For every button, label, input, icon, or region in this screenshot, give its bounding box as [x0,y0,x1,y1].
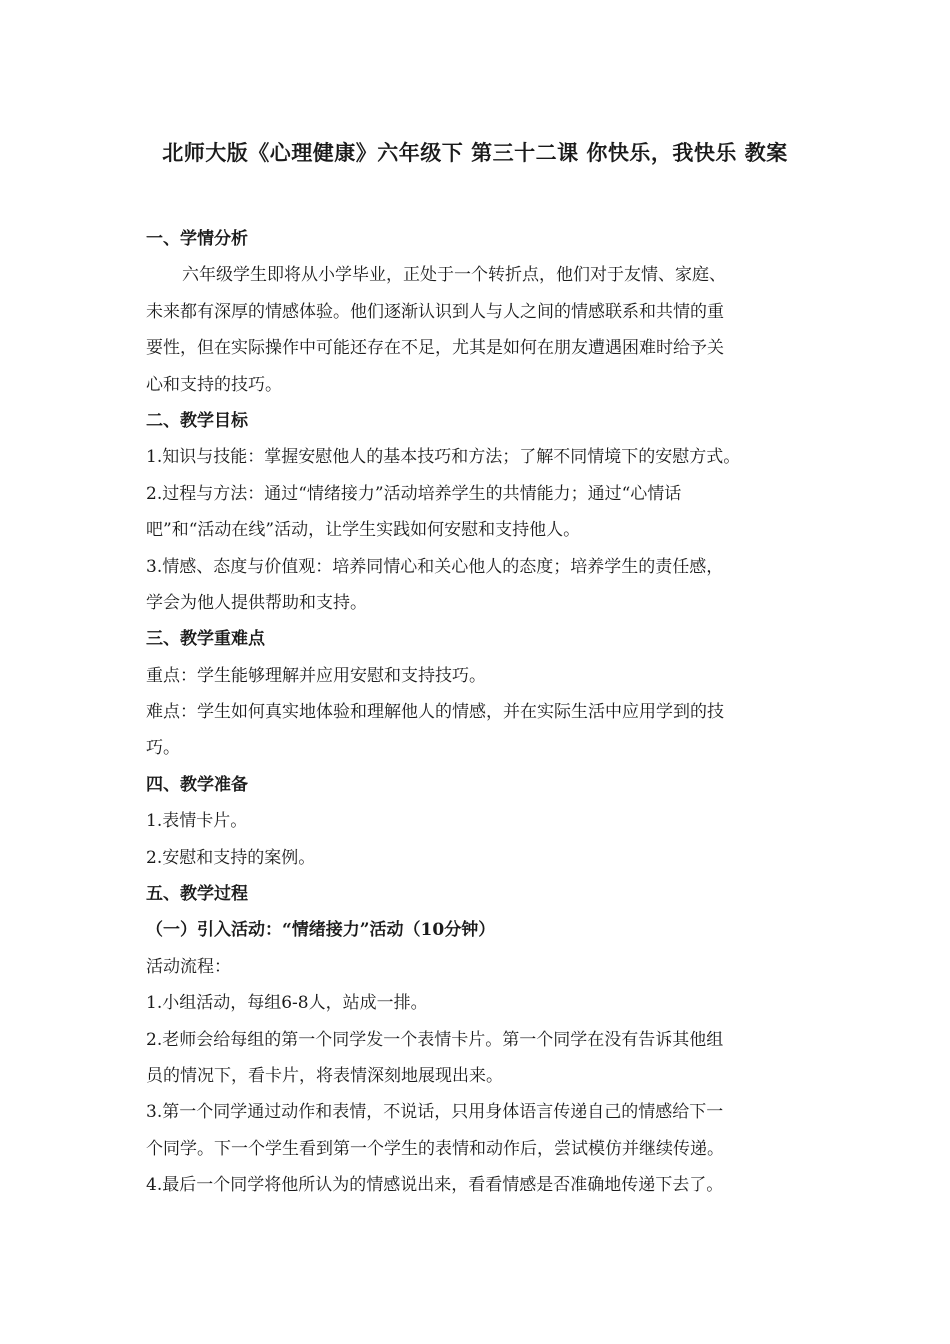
paragraph-line: 难点：学生如何真实地体验和理解他人的情感，并在实际生活中应用学到的技 [146,702,724,723]
section-heading-key-points: 三、教学重难点 [146,629,265,650]
paragraph-line: 未来都有深厚的情感体验。他们逐渐认识到人与人之间的情感联系和共情的重 [146,301,724,322]
paragraph-line: 心和支持的技巧。 [146,374,282,395]
paragraph-line: 活动流程： [146,956,231,977]
paragraph-line: 重点：学生能够理解并应用安慰和支持技巧。 [146,665,486,686]
paragraph-line: 要性，但在实际操作中可能还存在不足，尤其是如何在朋友遭遇困难时给予关 [146,338,724,359]
paragraph-line: 3.情感、态度与价值观：培养同情心和关心他人的态度；培养学生的责任感， [146,556,724,577]
paragraph-line: 1.知识与技能：掌握安慰他人的基本技巧和方法；了解不同情境下的安慰方式。 [146,447,741,468]
document-title: 北师大版《心理健康》六年级下 第三十二课 你快乐，我快乐 教案 [162,140,788,165]
section-heading-preparation: 四、教学准备 [146,774,248,795]
section-heading-teaching-goals: 二、教学目标 [146,410,248,431]
paragraph-line: 个同学。下一个学生看到第一个学生的表情和动作后，尝试模仿并继续传递。 [146,1138,724,1159]
paragraph-line: 六年级学生即将从小学毕业，正处于一个转折点，他们对于友情、家庭、 [182,265,726,286]
section-heading-student-analysis: 一、学情分析 [146,229,248,249]
section-heading-teaching-process: 五、教学过程 [146,884,248,905]
paragraph-line: 1.小组活动，每组6-8人，站成一排。 [146,993,428,1014]
paragraph-line: 1.表情卡片。 [146,811,248,832]
paragraph-line: 学会为他人提供帮助和支持。 [146,592,367,613]
paragraph-line: 4.最后一个同学将他所认为的情感说出来，看看情感是否准确地传递下去了。 [146,1175,724,1196]
paragraph-line: 3.第一个同学通过动作和表情，不说话，只用身体语言传递自己的情感给下一 [146,1102,724,1123]
paragraph-line: 2.安慰和支持的案例。 [146,847,316,868]
paragraph-line: 吧”和“活动在线”活动，让学生实践如何安慰和支持他人。 [146,520,581,541]
paragraph-line: 2.老师会给每组的第一个同学发一个表情卡片。第一个同学在没有告诉其他组 [146,1029,724,1050]
document-body [146,221,814,1204]
paragraph-line: 2.过程与方法：通过“情绪接力”活动培养学生的共情能力；通过“心情话 [146,483,682,504]
paragraph-line: 员的情况下，看卡片，将表情深刻地展现出来。 [146,1065,503,1086]
subsection-heading-intro-activity: （一）引入活动：“情绪接力”活动（10分钟） [146,920,496,941]
paragraph-line: 巧。 [146,738,180,759]
